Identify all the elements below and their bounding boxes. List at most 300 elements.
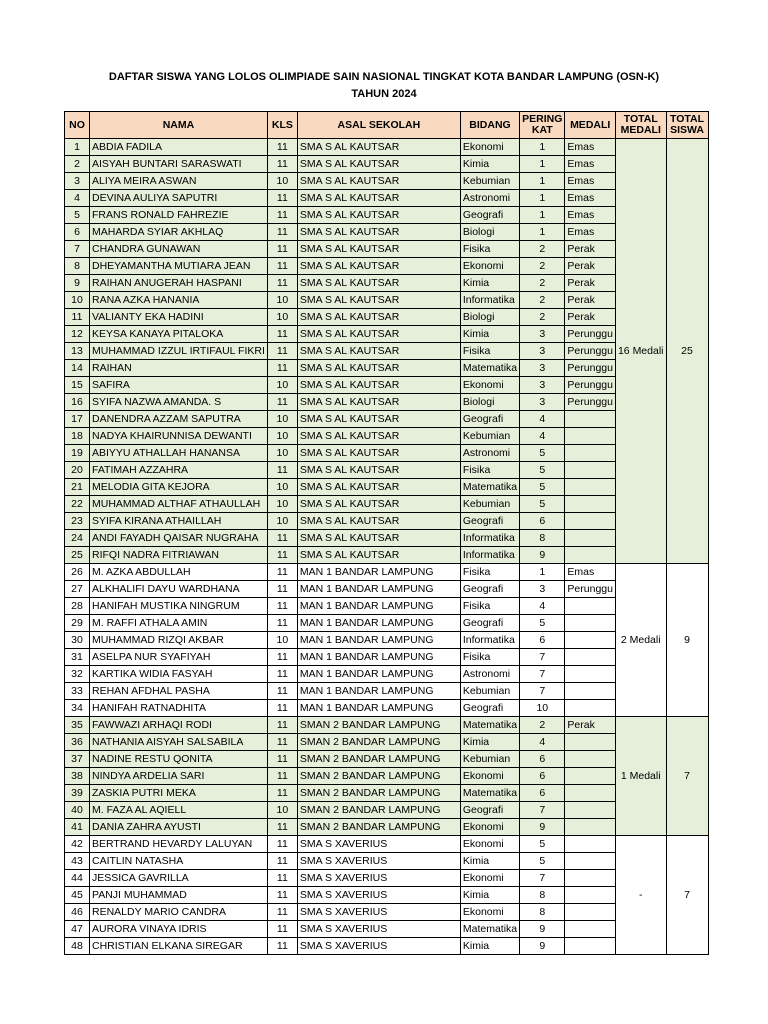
cell-nama: M. FAZA AL AQIELL <box>90 802 268 819</box>
cell-asal-sekolah: SMA S AL KAUTSAR <box>297 394 460 411</box>
cell-no: 39 <box>65 785 90 802</box>
cell-peringkat: 9 <box>520 547 565 564</box>
cell-asal-sekolah: SMA S AL KAUTSAR <box>297 326 460 343</box>
cell-asal-sekolah: SMA S AL KAUTSAR <box>297 547 460 564</box>
cell-nama: NADINE RESTU QONITA <box>90 751 268 768</box>
cell-kls: 11 <box>267 139 297 156</box>
cell-no: 29 <box>65 615 90 632</box>
cell-asal-sekolah: SMA S AL KAUTSAR <box>297 190 460 207</box>
cell-medali <box>565 700 616 717</box>
cell-kls: 11 <box>267 870 297 887</box>
cell-no: 22 <box>65 496 90 513</box>
table-row <box>65 275 709 292</box>
cell-nama: RAIHAN ANUGERAH HASPANI <box>90 275 268 292</box>
cell-no: 7 <box>65 241 90 258</box>
cell-nama: VALIANTY EKA HADINI <box>90 309 268 326</box>
table-row <box>65 581 709 598</box>
cell-no: 38 <box>65 768 90 785</box>
cell-bidang: Fisika <box>460 598 519 615</box>
cell-nama: M. RAFFI ATHALA AMIN <box>90 615 268 632</box>
cell-peringkat: 5 <box>520 445 565 462</box>
cell-kls: 11 <box>267 700 297 717</box>
cell-nama: SYIFA NAZWA AMANDA. S <box>90 394 268 411</box>
cell-medali: Emas <box>565 564 616 581</box>
table-row <box>65 139 709 156</box>
cell-nama: BERTRAND HEVARDY LALUYAN <box>90 836 268 853</box>
cell-peringkat: 2 <box>520 241 565 258</box>
header-medali: MEDALI <box>565 112 616 139</box>
cell-asal-sekolah: SMAN 2 BANDAR LAMPUNG <box>297 819 460 836</box>
cell-bidang: Biologi <box>460 309 519 326</box>
table-row <box>65 462 709 479</box>
header-total-siswa-line-1: TOTAL <box>669 113 705 125</box>
table-row <box>65 411 709 428</box>
cell-medali <box>565 921 616 938</box>
cell-bidang: Geografi <box>460 513 519 530</box>
cell-total-siswa: 9 <box>666 564 708 717</box>
cell-no: 9 <box>65 275 90 292</box>
cell-bidang: Informatika <box>460 292 519 309</box>
cell-peringkat: 2 <box>520 258 565 275</box>
table-row <box>65 156 709 173</box>
header-total-medali-line-2: MEDALI <box>620 124 661 136</box>
cell-nama: AISYAH BUNTARI SARASWATI <box>90 156 268 173</box>
cell-nama: ALIYA MEIRA ASWAN <box>90 173 268 190</box>
cell-asal-sekolah: SMA S AL KAUTSAR <box>297 292 460 309</box>
cell-no: 24 <box>65 530 90 547</box>
cell-bidang: Matematika <box>460 360 519 377</box>
cell-kls: 11 <box>267 275 297 292</box>
cell-asal-sekolah: SMA S AL KAUTSAR <box>297 173 460 190</box>
cell-asal-sekolah: SMA S AL KAUTSAR <box>297 156 460 173</box>
cell-peringkat: 5 <box>520 836 565 853</box>
table-row <box>65 207 709 224</box>
cell-kls: 11 <box>267 564 297 581</box>
header-total-medali-line-1: TOTAL <box>623 113 658 125</box>
cell-asal-sekolah: MAN 1 BANDAR LAMPUNG <box>297 615 460 632</box>
table-row <box>65 683 709 700</box>
cell-nama: CHANDRA GUNAWAN <box>90 241 268 258</box>
header-asal-sekolah: ASAL SEKOLAH <box>297 112 460 139</box>
cell-kls: 11 <box>267 819 297 836</box>
cell-kls: 11 <box>267 241 297 258</box>
cell-no: 8 <box>65 258 90 275</box>
cell-medali: Perak <box>565 241 616 258</box>
cell-no: 43 <box>65 853 90 870</box>
cell-nama: M. AZKA ABDULLAH <box>90 564 268 581</box>
cell-medali <box>565 530 616 547</box>
cell-nama: CHRISTIAN ELKANA SIREGAR <box>90 938 268 955</box>
cell-medali: Emas <box>565 207 616 224</box>
cell-bidang: Kebumian <box>460 751 519 768</box>
cell-kls: 10 <box>267 428 297 445</box>
cell-no: 19 <box>65 445 90 462</box>
cell-asal-sekolah: MAN 1 BANDAR LAMPUNG <box>297 700 460 717</box>
cell-asal-sekolah: MAN 1 BANDAR LAMPUNG <box>297 564 460 581</box>
cell-no: 26 <box>65 564 90 581</box>
cell-medali <box>565 496 616 513</box>
cell-no: 2 <box>65 156 90 173</box>
cell-asal-sekolah: MAN 1 BANDAR LAMPUNG <box>297 683 460 700</box>
cell-peringkat: 1 <box>520 564 565 581</box>
cell-nama: RAIHAN <box>90 360 268 377</box>
cell-medali: Emas <box>565 190 616 207</box>
cell-medali <box>565 615 616 632</box>
cell-peringkat: 2 <box>520 275 565 292</box>
cell-bidang: Geografi <box>460 615 519 632</box>
cell-nama: FAWWAZI ARHAQI RODI <box>90 717 268 734</box>
cell-kls: 11 <box>267 224 297 241</box>
cell-medali: Perunggu <box>565 343 616 360</box>
cell-nama: ZASKIA PUTRI MEKA <box>90 785 268 802</box>
header-total-medali <box>615 112 666 139</box>
cell-medali: Emas <box>565 224 616 241</box>
cell-nama: KEYSA KANAYA PITALOKA <box>90 326 268 343</box>
cell-nama: ABDIA FADILA <box>90 139 268 156</box>
cell-total-medali: 2 Medali <box>615 564 666 717</box>
cell-kls: 11 <box>267 326 297 343</box>
cell-nama: CAITLIN NATASHA <box>90 853 268 870</box>
table-row <box>65 428 709 445</box>
table-row <box>65 360 709 377</box>
cell-no: 13 <box>65 343 90 360</box>
cell-no: 36 <box>65 734 90 751</box>
cell-medali <box>565 887 616 904</box>
cell-medali <box>565 428 616 445</box>
table-row <box>65 564 709 581</box>
cell-no: 32 <box>65 666 90 683</box>
table-row <box>65 190 709 207</box>
cell-nama: PANJI MUHAMMAD <box>90 887 268 904</box>
cell-peringkat: 8 <box>520 904 565 921</box>
cell-bidang: Fisika <box>460 343 519 360</box>
cell-nama: DANIA ZAHRA AYUSTI <box>90 819 268 836</box>
cell-asal-sekolah: MAN 1 BANDAR LAMPUNG <box>297 598 460 615</box>
cell-medali <box>565 819 616 836</box>
cell-nama: DHEYAMANTHA MUTIARA JEAN <box>90 258 268 275</box>
cell-kls: 11 <box>267 462 297 479</box>
cell-bidang: Geografi <box>460 802 519 819</box>
table-row <box>65 615 709 632</box>
header-total-siswa <box>666 112 708 139</box>
table-row <box>65 445 709 462</box>
cell-no: 44 <box>65 870 90 887</box>
cell-bidang: Ekonomi <box>460 139 519 156</box>
cell-nama: JESSICA GAVRILLA <box>90 870 268 887</box>
cell-peringkat: 1 <box>520 190 565 207</box>
cell-total-siswa: 7 <box>666 717 708 836</box>
cell-nama: MUHAMMAD RIZQI AKBAR <box>90 632 268 649</box>
cell-nama: HANIFAH RATNADHITA <box>90 700 268 717</box>
cell-asal-sekolah: SMA S AL KAUTSAR <box>297 224 460 241</box>
table-row <box>65 343 709 360</box>
cell-no: 42 <box>65 836 90 853</box>
cell-kls: 10 <box>267 632 297 649</box>
cell-nama: REHAN AFDHAL PASHA <box>90 683 268 700</box>
table-body <box>65 139 709 955</box>
cell-no: 41 <box>65 819 90 836</box>
cell-asal-sekolah: SMAN 2 BANDAR LAMPUNG <box>297 802 460 819</box>
cell-bidang: Geografi <box>460 207 519 224</box>
cell-medali: Perunggu <box>565 360 616 377</box>
table-row <box>65 751 709 768</box>
cell-peringkat: 6 <box>520 513 565 530</box>
cell-medali <box>565 462 616 479</box>
table-row <box>65 802 709 819</box>
cell-asal-sekolah: MAN 1 BANDAR LAMPUNG <box>297 649 460 666</box>
cell-kls: 11 <box>267 360 297 377</box>
cell-bidang: Fisika <box>460 649 519 666</box>
cell-bidang: Kebumian <box>460 173 519 190</box>
cell-no: 33 <box>65 683 90 700</box>
cell-no: 11 <box>65 309 90 326</box>
cell-asal-sekolah: SMA S AL KAUTSAR <box>297 360 460 377</box>
cell-kls: 10 <box>267 377 297 394</box>
cell-kls: 11 <box>267 190 297 207</box>
cell-nama: ABIYYU ATHALLAH HANANSA <box>90 445 268 462</box>
cell-medali <box>565 785 616 802</box>
cell-peringkat: 7 <box>520 870 565 887</box>
cell-bidang: Ekonomi <box>460 258 519 275</box>
cell-asal-sekolah: SMA S XAVERIUS <box>297 904 460 921</box>
cell-kls: 11 <box>267 734 297 751</box>
cell-bidang: Ekonomi <box>460 904 519 921</box>
cell-nama: ASELPA NUR SYAFIYAH <box>90 649 268 666</box>
cell-asal-sekolah: SMA S AL KAUTSAR <box>297 377 460 394</box>
cell-peringkat: 5 <box>520 479 565 496</box>
cell-total-medali: 1 Medali <box>615 717 666 836</box>
cell-peringkat: 8 <box>520 887 565 904</box>
cell-kls: 11 <box>267 581 297 598</box>
cell-kls: 11 <box>267 921 297 938</box>
cell-nama: ALKHALIFI DAYU WARDHANA <box>90 581 268 598</box>
cell-no: 40 <box>65 802 90 819</box>
cell-kls: 11 <box>267 683 297 700</box>
cell-total-medali: - <box>615 836 666 955</box>
cell-kls: 11 <box>267 343 297 360</box>
cell-no: 4 <box>65 190 90 207</box>
table-header-row <box>65 112 709 139</box>
cell-asal-sekolah: SMA S AL KAUTSAR <box>297 428 460 445</box>
cell-no: 12 <box>65 326 90 343</box>
cell-bidang: Fisika <box>460 462 519 479</box>
table-row <box>65 853 709 870</box>
cell-asal-sekolah: SMA S XAVERIUS <box>297 870 460 887</box>
table-row <box>65 479 709 496</box>
cell-medali <box>565 768 616 785</box>
cell-nama: RANA AZKA HANANIA <box>90 292 268 309</box>
table-row <box>65 700 709 717</box>
header-peringkat <box>520 112 565 139</box>
cell-bidang: Informatika <box>460 530 519 547</box>
cell-no: 16 <box>65 394 90 411</box>
cell-asal-sekolah: MAN 1 BANDAR LAMPUNG <box>297 632 460 649</box>
cell-peringkat: 1 <box>520 139 565 156</box>
table-row <box>65 258 709 275</box>
cell-kls: 11 <box>267 207 297 224</box>
cell-kls: 11 <box>267 938 297 955</box>
cell-no: 46 <box>65 904 90 921</box>
cell-medali <box>565 649 616 666</box>
cell-total-siswa: 25 <box>666 139 708 564</box>
cell-asal-sekolah: SMA S AL KAUTSAR <box>297 207 460 224</box>
table-row <box>65 887 709 904</box>
cell-peringkat: 6 <box>520 632 565 649</box>
cell-kls: 11 <box>267 836 297 853</box>
cell-nama: MUHAMMAD ALTHAF ATHAULLAH <box>90 496 268 513</box>
header-nama: NAMA <box>90 112 268 139</box>
table-row <box>65 377 709 394</box>
cell-peringkat: 7 <box>520 649 565 666</box>
cell-peringkat: 5 <box>520 496 565 513</box>
cell-no: 5 <box>65 207 90 224</box>
cell-bidang: Ekonomi <box>460 870 519 887</box>
cell-peringkat: 3 <box>520 377 565 394</box>
title-line-2: TAHUN 2024 <box>351 88 417 100</box>
table-row <box>65 870 709 887</box>
cell-asal-sekolah: SMA S XAVERIUS <box>297 853 460 870</box>
cell-bidang: Matematika <box>460 785 519 802</box>
cell-medali <box>565 751 616 768</box>
cell-kls: 10 <box>267 173 297 190</box>
cell-medali <box>565 547 616 564</box>
cell-bidang: Biologi <box>460 394 519 411</box>
cell-bidang: Kimia <box>460 275 519 292</box>
cell-bidang: Informatika <box>460 547 519 564</box>
cell-no: 47 <box>65 921 90 938</box>
table-row <box>65 938 709 955</box>
cell-nama: RENALDY MARIO CANDRA <box>90 904 268 921</box>
table-row <box>65 173 709 190</box>
cell-no: 27 <box>65 581 90 598</box>
cell-no: 21 <box>65 479 90 496</box>
cell-medali <box>565 411 616 428</box>
table-row <box>65 734 709 751</box>
cell-kls: 11 <box>267 615 297 632</box>
table-row <box>65 768 709 785</box>
cell-nama: FATIMAH AZZAHRA <box>90 462 268 479</box>
cell-bidang: Kimia <box>460 887 519 904</box>
cell-no: 6 <box>65 224 90 241</box>
cell-kls: 11 <box>267 904 297 921</box>
cell-peringkat: 5 <box>520 462 565 479</box>
cell-kls: 10 <box>267 479 297 496</box>
cell-medali <box>565 683 616 700</box>
cell-no: 17 <box>65 411 90 428</box>
cell-asal-sekolah: SMA S AL KAUTSAR <box>297 343 460 360</box>
table-row <box>65 530 709 547</box>
table-row <box>65 224 709 241</box>
cell-medali: Perunggu <box>565 326 616 343</box>
table-row <box>65 292 709 309</box>
cell-medali: Emas <box>565 139 616 156</box>
cell-asal-sekolah: SMA S AL KAUTSAR <box>297 411 460 428</box>
table-row <box>65 785 709 802</box>
cell-peringkat: 6 <box>520 785 565 802</box>
cell-medali: Perak <box>565 309 616 326</box>
cell-no: 18 <box>65 428 90 445</box>
cell-bidang: Informatika <box>460 632 519 649</box>
cell-medali <box>565 479 616 496</box>
cell-peringkat: 7 <box>520 802 565 819</box>
table-row <box>65 326 709 343</box>
cell-kls: 10 <box>267 292 297 309</box>
table-row <box>65 513 709 530</box>
cell-medali: Perak <box>565 275 616 292</box>
cell-nama: HANIFAH MUSTIKA NINGRUM <box>90 598 268 615</box>
cell-asal-sekolah: MAN 1 BANDAR LAMPUNG <box>297 581 460 598</box>
cell-asal-sekolah: SMA S AL KAUTSAR <box>297 462 460 479</box>
cell-no: 14 <box>65 360 90 377</box>
cell-bidang: Geografi <box>460 700 519 717</box>
cell-no: 28 <box>65 598 90 615</box>
cell-asal-sekolah: MAN 1 BANDAR LAMPUNG <box>297 666 460 683</box>
cell-medali <box>565 870 616 887</box>
cell-no: 48 <box>65 938 90 955</box>
table-row <box>65 547 709 564</box>
cell-bidang: Kebumian <box>460 496 519 513</box>
cell-peringkat: 2 <box>520 292 565 309</box>
cell-peringkat: 3 <box>520 360 565 377</box>
cell-asal-sekolah: SMA S XAVERIUS <box>297 921 460 938</box>
cell-nama: AURORA VINAYA IDRIS <box>90 921 268 938</box>
table-row <box>65 904 709 921</box>
cell-medali <box>565 802 616 819</box>
cell-bidang: Biologi <box>460 224 519 241</box>
cell-medali <box>565 666 616 683</box>
title-line-1: DAFTAR SISWA YANG LOLOS OLIMPIADE SAIN NASIONAL TINGKAT KOTA BANDAR LAMPUNG (OSN-K) <box>108 71 660 83</box>
cell-kls: 11 <box>267 887 297 904</box>
cell-bidang: Kebumian <box>460 428 519 445</box>
cell-peringkat: 4 <box>520 734 565 751</box>
cell-medali <box>565 853 616 870</box>
cell-bidang: Matematika <box>460 479 519 496</box>
cell-asal-sekolah: SMA S XAVERIUS <box>297 938 460 955</box>
cell-medali: Perak <box>565 717 616 734</box>
cell-no: 34 <box>65 700 90 717</box>
student-table <box>64 111 709 955</box>
cell-kls: 11 <box>267 530 297 547</box>
cell-kls: 10 <box>267 802 297 819</box>
header-bidang: BIDANG <box>460 112 519 139</box>
cell-medali <box>565 734 616 751</box>
cell-bidang: Kimia <box>460 938 519 955</box>
header-total-siswa-line-2: SISWA <box>670 124 704 136</box>
table-row <box>65 836 709 853</box>
cell-bidang: Fisika <box>460 564 519 581</box>
cell-bidang: Kimia <box>460 734 519 751</box>
cell-medali: Emas <box>565 173 616 190</box>
cell-nama: DANENDRA AZZAM SAPUTRA <box>90 411 268 428</box>
cell-nama: KARTIKA WIDIA FASYAH <box>90 666 268 683</box>
cell-no: 35 <box>65 717 90 734</box>
cell-medali: Perak <box>565 258 616 275</box>
cell-kls: 11 <box>267 598 297 615</box>
cell-asal-sekolah: SMAN 2 BANDAR LAMPUNG <box>297 768 460 785</box>
cell-asal-sekolah: SMA S XAVERIUS <box>297 887 460 904</box>
cell-kls: 11 <box>267 853 297 870</box>
cell-bidang: Astronomi <box>460 445 519 462</box>
cell-no: 45 <box>65 887 90 904</box>
cell-peringkat: 7 <box>520 683 565 700</box>
cell-kls: 10 <box>267 445 297 462</box>
cell-asal-sekolah: SMA S XAVERIUS <box>297 836 460 853</box>
table-row <box>65 598 709 615</box>
cell-medali: Emas <box>565 156 616 173</box>
cell-peringkat: 9 <box>520 921 565 938</box>
cell-nama: NATHANIA AISYAH SALSABILA <box>90 734 268 751</box>
cell-nama: NADYA KHAIRUNNISA DEWANTI <box>90 428 268 445</box>
